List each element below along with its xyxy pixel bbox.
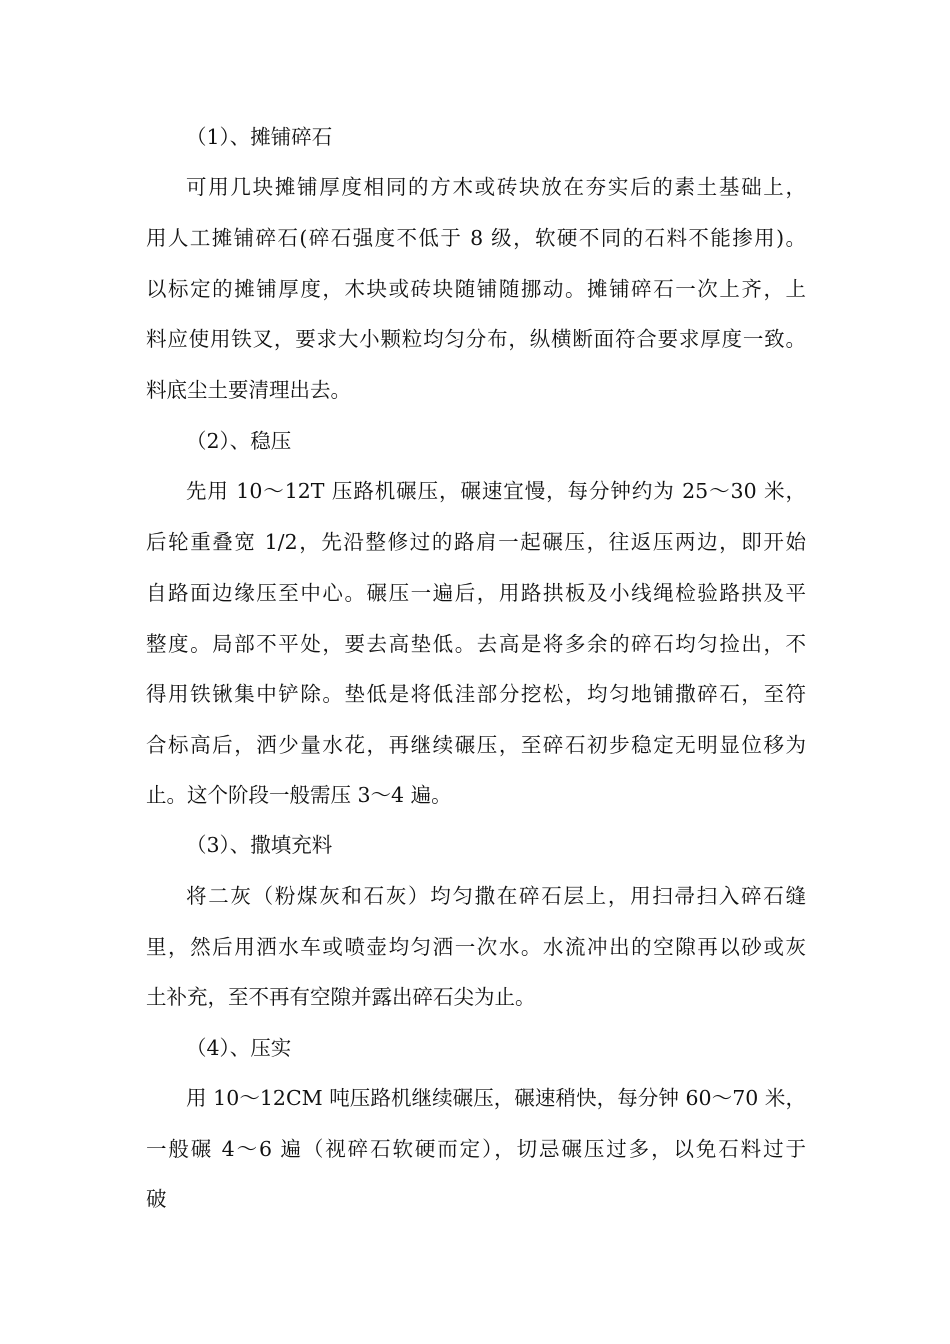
paragraph-line: 土补充，至不再有空隙并露出碎石尖为止。: [146, 985, 536, 1009]
paragraph-line: 用 10～12CM 吨压路机继续碾压，碾速稍快，每分钟 60～70 米，: [186, 1086, 806, 1110]
paragraph-line: 合标高后，洒少量水花，再继续碾压，至碎石初步稳定无明显位移为: [146, 733, 806, 757]
paragraph-line: 用人工摊铺碎石(碎石强度不低于 8 级，软硬不同的石料不能掺用)。: [146, 226, 806, 250]
section-heading-1: （1）、摊铺碎石: [186, 125, 333, 149]
section-heading-3: （3）、撒填充料: [186, 833, 333, 857]
paragraph-line: 整度。局部不平处，要去高垫低。去高是将多余的碎石均匀捡出，不: [146, 632, 806, 656]
paragraph-line: 自路面边缘压至中心。碾压一遍后，用路拱板及小线绳检验路拱及平: [146, 581, 806, 605]
paragraph-line: 料底尘土要清理出去。: [146, 378, 351, 402]
paragraph-line: 止。这个阶段一般需压 3～4 遍。: [146, 783, 452, 807]
paragraph-line: 可用几块摊铺厚度相同的方木或砖块放在夯实后的素土基础上，: [186, 175, 806, 199]
paragraph-line: 得用铁锹集中铲除。垫低是将低洼部分挖松，均匀地铺撒碎石，至符: [146, 682, 806, 706]
paragraph-line: 里，然后用洒水车或喷壶均匀洒一次水。水流冲出的空隙再以砂或灰: [146, 935, 806, 959]
paragraph-line: 料应使用铁叉，要求大小颗粒均匀分布，纵横断面符合要求厚度一致。: [146, 327, 806, 351]
section-heading-2: （2）、稳压: [186, 429, 292, 453]
paragraph-line: 一般碾 4～6 遍（视碎石软硬而定），切忌碾压过多，以免石料过于: [146, 1137, 806, 1161]
section-heading-4: （4）、压实: [186, 1036, 292, 1060]
paragraph-line: 先用 10～12T 压路机碾压，碾速宜慢，每分钟约为 25～30 米，: [186, 479, 806, 503]
paragraph-line: 后轮重叠宽 1/2，先沿整修过的路肩一起碾压，往返压两边，即开始: [146, 530, 806, 554]
paragraph-line: 以标定的摊铺厚度，木块或砖块随铺随挪动。摊铺碎石一次上齐，上: [146, 277, 806, 301]
paragraph-line: 将二灰（粉煤灰和石灰）均匀撒在碎石层上，用扫帚扫入碎石缝: [186, 884, 806, 908]
paragraph-line: 破: [146, 1187, 167, 1211]
